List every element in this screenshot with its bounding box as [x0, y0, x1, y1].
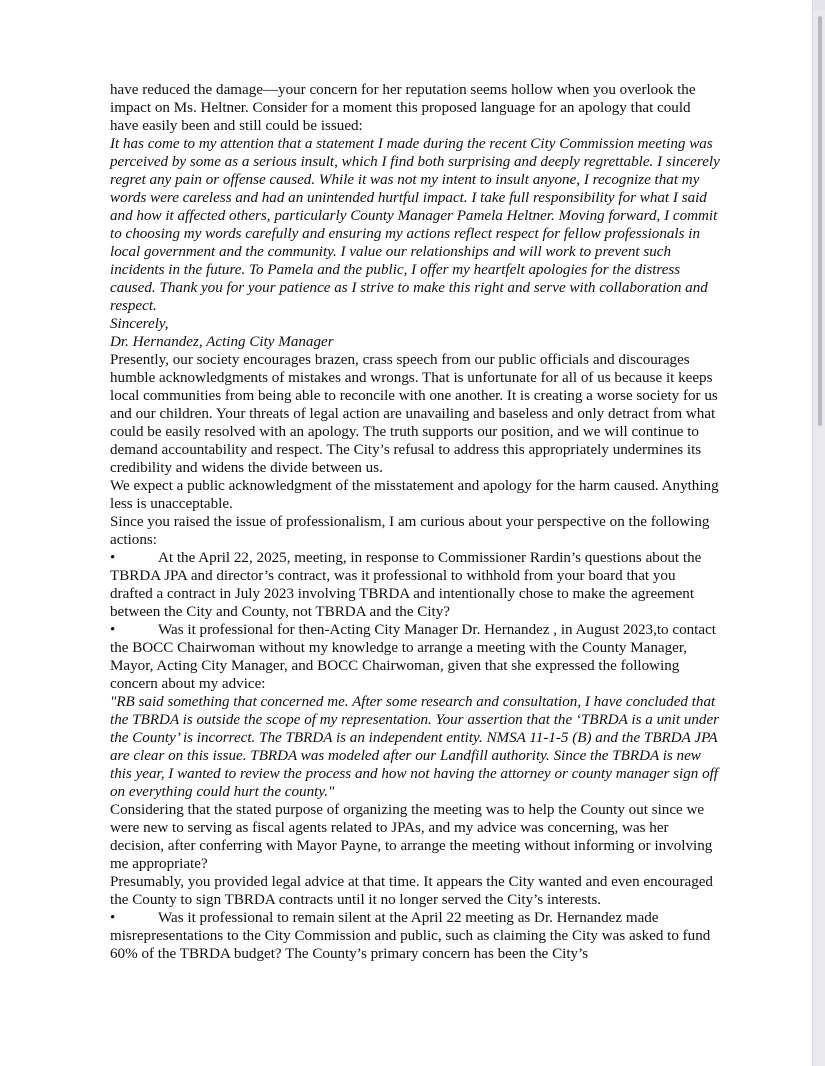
quoted-concern: "RB said something that concerned me. After some research and consultation, I have concluded that the TBRDA is outside the scope of my representation. Your assertion that the ‘TBRDA is a unit under the County’ is incorrect. The TBRDA is an independent entity. NMSA 11-1-5 (B) and the TBRDA JPA are clear on this issue. TBRDA was modeled after our Landfill authority. Since the TBRDA is new this year, I wanted to review the process and how not having the attorney or county manager sign off on everything could hurt the county." [110, 694, 720, 800]
bullet-item-1 [110, 549, 722, 621]
signature-line: Dr. Hernandez, Acting City Manager [110, 334, 334, 350]
paragraph-professionalism: Since you raised the issue of professionalism, I am curious about your perspective on the following actions: [110, 514, 710, 548]
bullet-text-2: Was it professional for then-Acting City Manager Dr. Hernandez , in August 2023,to contact the BOCC Chairwoman without my knowledge to arrange a meeting with the County Manager, Mayor, Acting City Manager, and BOCC Chairwoman, given that she expressed the following concern about my advice: [110, 622, 716, 692]
paragraph-expectation: We expect a public acknowledgment of the misstatement and apology for the harm caused. Anything less is unacceptable. [110, 478, 719, 512]
closing-salutation: Sincerely, [110, 316, 169, 332]
paragraph-meeting-purpose: Considering that the stated purpose of organizing the meeting was to help the County out since we were new to serving as fiscal agents related to JPAs, and my advice was concerning, was her decision, after conferring with Mayor Payne, to arrange the meeting without informing or involving me appropriate? [110, 802, 713, 872]
paragraph-society: Presently, our society encourages brazen, crass speech from our public officials and discourages humble acknowledgments of mistakes and wrongs. That is unfortunate for all of us because it keeps local communities from being able to reconcile with one another. It is creating a worse society for us and our children. Your threats of legal action are unavailing and baseless and only detract from what could be easily resolved with an apology. The truth supports our position, and we will continue to demand accountability and respect. The City’s refusal to address this appropriately undermines its credibility and widens the divide between us. [110, 352, 718, 476]
bullet-item-2 [110, 621, 722, 693]
vertical-scrollbar[interactable] [818, 16, 822, 426]
bullet-mark: • [110, 622, 116, 638]
bullet-item-3 [110, 909, 722, 963]
bullet-mark: • [110, 550, 116, 566]
proposed-apology: It has come to my attention that a statement I made during the recent City Commission meeting was perceived by some as a serious insult, which I find both surprising and deeply regrettable. I sincerely regret any pain or offense caused. While it was not my intent to insult anyone, I recognize that my words were careless and had an unintended hurtful impact. I take full responsibility for what I said and how it affected others, particularly County Manager Pamela Heltner. Moving forward, I commit to choosing my words carefully and ensuring my actions reflect respect for fellow professionals in local government and the community. I value our relationships and will work to prevent such incidents in the future. To Pamela and the public, I offer my heartfelt apologies for the distress caused. Thank you for your patience as I strive to make this right and serve with collaboration and respect. [110, 136, 720, 314]
bullet-mark: • [110, 910, 116, 926]
bullet-text-1: At the April 22, 2025, meeting, in response to Commissioner Rardin’s questions about the TBRDA JPA and director’s contract, was it professional to withhold from your board that you drafted a contract in July 2023 involving TBRDA and intentionally chose to make the agreement between the City and County, not TBRDA and the City? [110, 550, 702, 620]
bullet-text-3: Was it professional to remain silent at the April 22 meeting as Dr. Hernandez made misrepresentations to the City Commission and public, such as claiming the City was asked to fund 60% of the TBRDA budget? The County’s primary concern has been the City’s [110, 910, 711, 962]
document-body [110, 81, 722, 963]
paragraph-intro: have reduced the damage—your concern for her reputation seems hollow when you overlook the impact on Ms. Heltner. Consider for a moment this proposed language for an apology that could have easily been and still could be issued: [110, 82, 696, 134]
paragraph-legal-advice: Presumably, you provided legal advice at that time. It appears the City wanted and even encouraged the County to sign TBRDA contracts until it no longer served the City’s interests. [110, 874, 713, 908]
